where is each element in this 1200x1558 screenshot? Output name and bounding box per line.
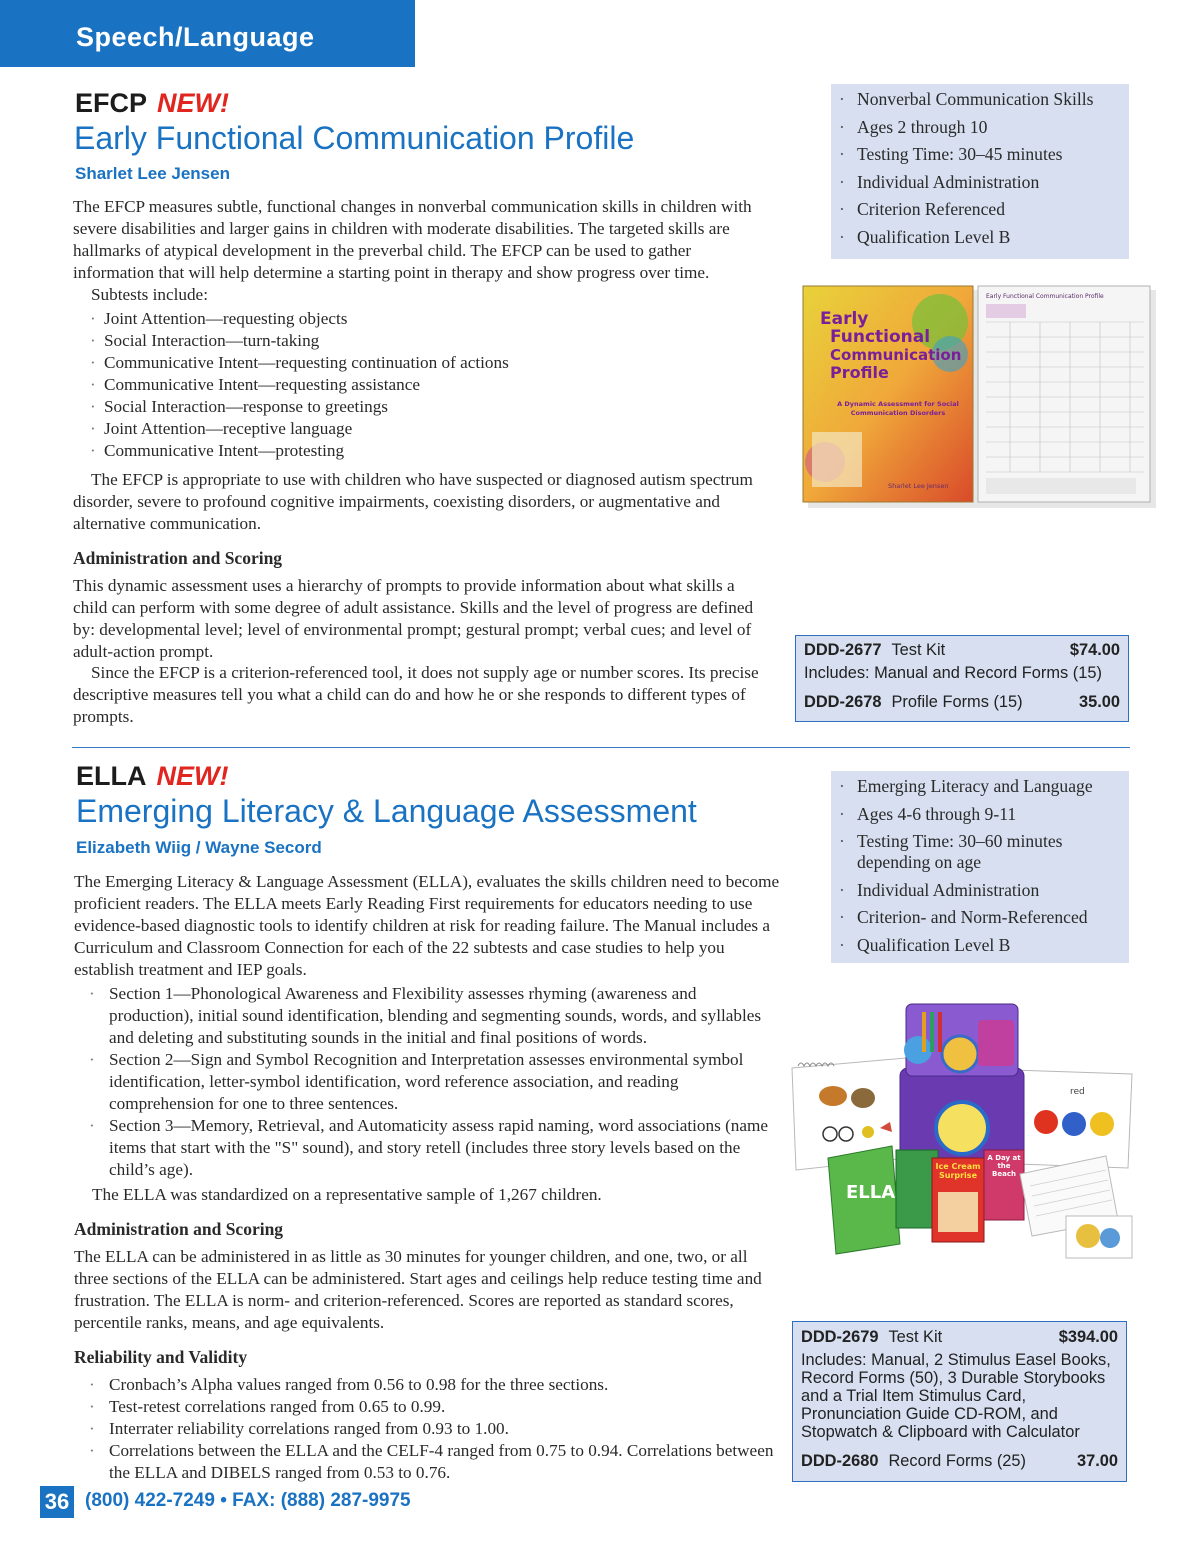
ella-pricing-box [792,1321,1127,1482]
feature-item: · Criterion- and Norm-Referenced [839,907,1088,928]
ella-new-badge: NEW! [156,761,229,791]
efcp-cover-title-2: Functional [830,327,931,347]
efcp-new-badge: NEW! [157,88,229,118]
list-item: · Communicative Intent—requesting assistance [90,375,420,394]
feature-item: · Ages 4-6 through 9-11 [839,803,1017,824]
ella-reliability-heading: Reliability and Validity [74,1347,248,1367]
list-item: · Communicative Intent—requesting continuation of actions [90,353,509,372]
efcp-cover-title-4: Profile [830,363,889,382]
ella-author: Elizabeth Wiig / Wayne Secord [76,838,322,857]
list-item: · Joint Attention—requesting objects [90,309,348,328]
efcp-price-row-kit [804,641,1120,660]
efcp-price-row-forms [804,693,1120,712]
price-desc: Test Kit [888,1328,943,1346]
efcp-product-image [800,282,1158,510]
list-item: · Social Interaction—response to greetings [90,397,388,416]
list-item: · Test-retest correlations ranged from 0.65 to 0.99. [89,1397,446,1416]
feature-item: · Criterion Referenced [839,199,1006,220]
section-tab [0,0,415,67]
ella-book3-title: A Day at the Beach [987,1154,1021,1178]
efcp-cover-subtitle: A Dynamic Assessment for Social Communication Disorders [837,400,959,417]
ella-price-row-kit [801,1328,1118,1347]
price: $394.00 [1058,1328,1118,1346]
feature-item: · Testing Time: 30–45 minutes [839,144,1063,165]
list-item: · Section 1—Phonological Awareness and Flexibility assesses rhyming (awareness and production), initial sound identification, blending and segmenting sounds, words, and syllables and deleting and substituting sounds in the initial and final positions of words. [89,984,762,1047]
efcp-admin-p1: This dynamic assessment uses a hierarchy of prompts to provide information about what skills a child can perform with some degree of adult assistance. Skills and the level of progress are defined by: developmental level; level of environmental prompt; gestural prompt; verbal cues; and level of adult-action prompt. [73,576,754,661]
section-divider [72,747,1130,748]
efcp-appropriate-text: The EFCP is appropriate to use with children who have suspected or diagnosed autism spectrum disorder, severe to profound cognitive impairments, coexisting disorders, or augmentative and alternative communication. [73,470,753,533]
efcp-intro: The EFCP measures subtle, functional changes in nonverbal communication skills in children with severe disabilities and larger gains in children with moderate disabilities. The targeted skills are hallmarks of atypical development in the preverbal child. The EFCP can be used to gather information that will help determine a starting point in therapy and show progress over time. [73,197,752,282]
feature-item: · Ages 2 through 10 [839,116,988,137]
price: 35.00 [1078,693,1120,711]
efcp-title: Early Functional Communication Profile [74,120,635,156]
list-item: · Joint Attention—receptive language [90,419,353,438]
feature-item: · Qualification Level B [839,934,1011,955]
feature-item: · Individual Administration [839,171,1040,192]
ella-code [76,761,228,792]
ella-book2-title: Ice Cream Surprise [935,1162,981,1180]
efcp-pricing-box [795,635,1129,722]
section-label: Speech/Language [76,22,315,52]
ella-title: Emerging Literacy & Language Assessment [76,793,697,829]
ella-price-row-forms [801,1452,1118,1471]
efcp-subtests-list [90,308,770,462]
list-item: · Social Interaction—turn-taking [90,331,320,350]
sku: DDD-2678 [804,693,882,711]
ella-intro: The Emerging Literacy & Language Assessment (ELLA), evaluates the skills children need to become proficient readers. The ELLA meets Early Reading First requirements for educators needing to use evidence-based diagnostic tools to identify children at risk for reading failure. The Manual includes a Curriculum and Classroom Connection for each of the 22 subtests and case studies to help you establish treatment and IEP goals. [74,872,780,979]
feature-item: · Qualification Level B [839,226,1011,247]
efcp-kit-includes: Includes: Manual and Record Forms (15) [804,664,1102,682]
list-item: · Section 2—Sign and Symbol Recognition and Interpretation assesses environmental symbol identification, letter-symbol identification, word reference association, and reading comprehension for one to three sentences. [89,1050,744,1113]
list-item: · Interrater reliability correlations ranged from 0.93 to 1.00. [89,1419,509,1438]
price-desc: Test Kit [891,641,946,659]
efcp-cover-title-3: Communication [830,346,962,364]
ella-product-image [788,998,1140,1260]
list-item: · Communicative Intent—protesting [90,441,345,460]
efcp-author: Sharlet Lee Jensen [75,164,230,183]
page-number: 36 [40,1486,74,1518]
efcp-form-title: Early Functional Communication Profile [986,293,1104,300]
list-item: · Section 3—Memory, Retrieval, and Automaticity assess rapid naming, word associations (name items that start with the "S" sound), and story retell (includes three story levels based on the child’s age). [89,1116,769,1179]
price: 37.00 [1076,1452,1118,1470]
efcp-features-box [831,84,1129,259]
sku: DDD-2680 [801,1452,879,1470]
ella-sections-list [74,983,784,1181]
ella-code-text: ELLA [76,761,147,791]
ella-standardized: The ELLA was standardized on a representative sample of 1,267 children. [92,1185,602,1204]
price-desc: Profile Forms (15) [891,693,1023,711]
efcp-cover-author: Sharlet Lee Jensen [888,482,949,490]
ella-kit-includes: Includes: Manual, 2 Stimulus Easel Books, Record Forms (50), 3 Durable Storybooks and a Trial Item Stimulus Card, Pronunciation Guide CD-ROM, and Stopwatch & Clipboard with Calculator [801,1351,1111,1441]
efcp-subtests-label: Subtests include: [91,285,208,304]
list-item: · Cronbach’s Alpha values ranged from 0.56 to 0.98 for the three sections. [89,1375,609,1394]
footer-contact: (800) 422-7249 • FAX: (888) 287-9975 [85,1490,411,1511]
feature-item: · Emerging Literacy and Language [839,776,1093,796]
price-desc: Record Forms (25) [888,1452,1026,1470]
efcp-admin-heading: Administration and Scoring [73,548,283,568]
ella-admin-heading: Administration and Scoring [74,1219,284,1239]
list-item: · Correlations between the ELLA and the CELF-4 ranged from 0.75 to 0.94. Correlations between the ELLA and DIBELS ranged from 0.53 to 0.76. [89,1441,774,1482]
ella-reliability-list [74,1374,774,1484]
ella-book1-title: ELLA [846,1182,896,1203]
efcp-code-text: EFCP [75,88,148,118]
feature-item: · Individual Administration [839,879,1040,900]
feature-item: · Testing Time: 30–60 minutes depending on age [839,831,1063,873]
sku: DDD-2679 [801,1328,879,1346]
price: $74.00 [1069,641,1120,659]
efcp-cover-title-1: Early [820,309,869,329]
feature-item: · Nonverbal Communication Skills [839,89,1094,109]
ella-easel-word: red [1070,1087,1085,1097]
sku: DDD-2677 [804,641,882,659]
ella-features-box [831,771,1129,963]
efcp-admin-p2: Since the EFCP is a criterion-referenced tool, it does not supply age or number scores. Its precise descriptive measures tell you what a child can do and how he or she responds to different types of prompts. [73,663,759,726]
efcp-code [75,88,229,119]
ella-admin-p: The ELLA can be administered in as little as 30 minutes for younger children, and one, two, or all three sections of the ELLA can be administered. Start ages and ceilings help reduce testing time and frustration. The ELLA is norm- and criterion-referenced. Scores are reported as standard scores, percentile ranks, means, and age equivalents. [74,1247,762,1332]
